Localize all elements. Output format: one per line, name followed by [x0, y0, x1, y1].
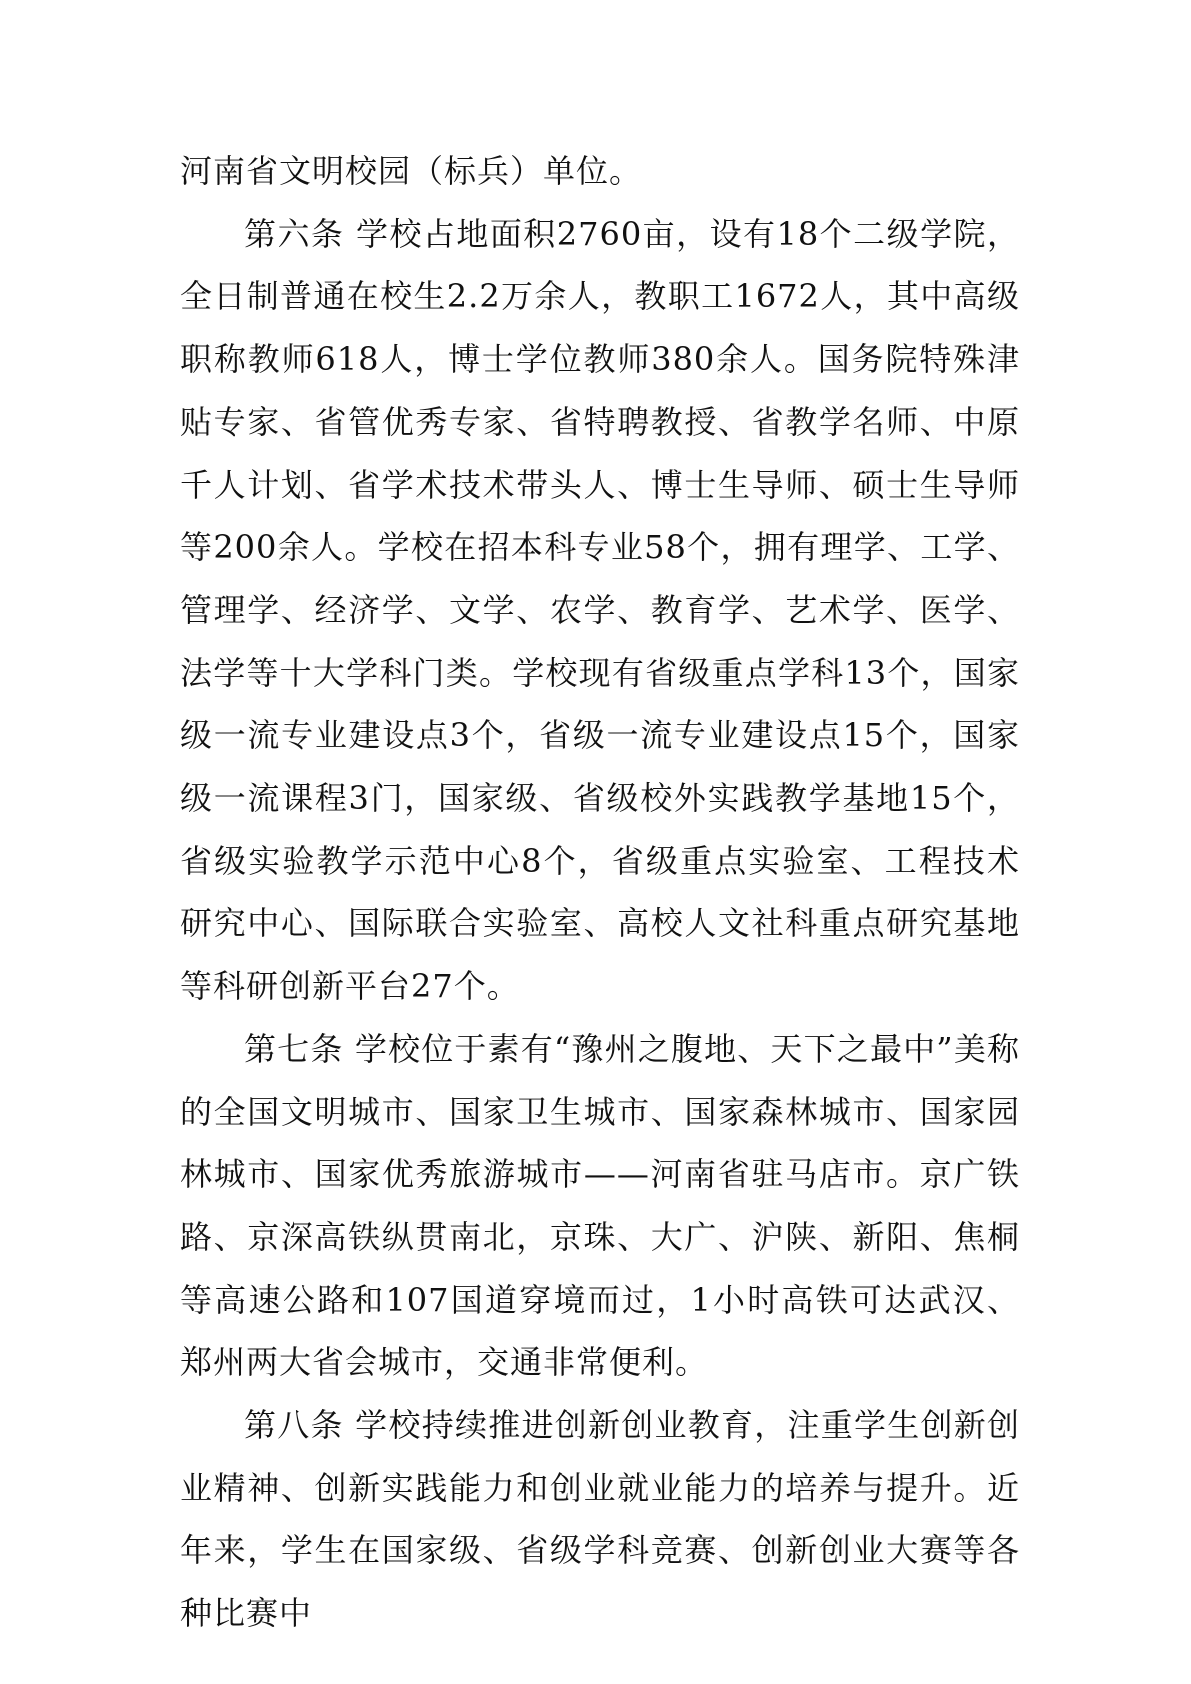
paragraph-article-8: 第八条 学校持续推进创新创业教育，注重学生创新创业精神、创新实践能力和创业就业能力的培养与提升。近年来，学生在国家级、省级学科竞赛、创新创业大赛等各种比赛中 [180, 1406, 1020, 1633]
paragraph-article-6: 第六条 学校占地面积2760亩，设有18个二级学院，全日制普通在校生2.2万余人，教职工1672人，其中高级职称教师618人，博士学位教师380余人。国务院特殊津贴专家、省管优秀专家、省特聘教授、省教学名师、中原千人计划、省学术技术带头人、博士生导师、硕士生导师等200余人。学校在招本科专业58个，拥有理学、工学、管理学、经济学、文学、农学、教育学、艺术学、医学、法学等十大学科门类。学校现有省级重点学科13个，国家级一流专业建设点3个，省级一流专业建设点15个，国家级一流课程3门，国家级、省级校外实践教学基地15个，省级实验教学示范中心8个，省级重点实验室、工程技术研究中心、国际联合实验室、高校人文社科重点研究基地等科研创新平台27个。 [180, 214, 1020, 1006]
paragraph-article-7: 第七条 学校位于素有“豫州之腹地、天下之最中”美称的全国文明城市、国家卫生城市、国家森林城市、国家园林城市、国家优秀旅游城市——河南省驻马店市。京广铁路、京深高铁纵贯南北，京珠、大广、沪陕、新阳、焦桐等高速公路和107国道穿境而过，1小时高铁可达武汉、郑州两大省会城市，交通非常便利。 [180, 1029, 1020, 1382]
document-body [180, 140, 1020, 1645]
paragraph-continuation: 河南省文明校园（标兵）单位。 [180, 152, 643, 190]
